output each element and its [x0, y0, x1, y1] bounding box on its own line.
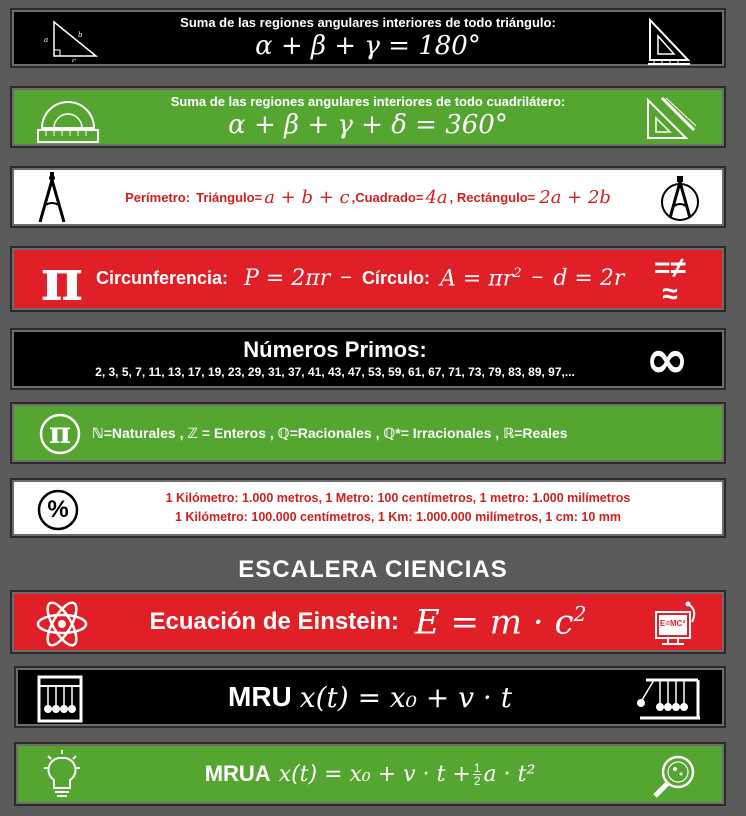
- triangle-label: Triángulo=: [196, 189, 263, 205]
- band4-content: [96, 248, 634, 310]
- units-line-2: 1 Kilómetro: 100.000 centímetros, 1 Km: 1.000.000 milímetros, 1 cm: 10 mm: [174, 510, 622, 524]
- pi-circle-icon: π: [38, 412, 82, 456]
- band1-formula: α + β + γ = 180°: [255, 31, 481, 61]
- newton-cradle-icon: [636, 674, 702, 724]
- band9-content: [16, 668, 724, 726]
- band-units: [10, 478, 726, 538]
- ruler-set-square-icon: [642, 94, 698, 144]
- primes-title: Números Primos:: [243, 337, 427, 362]
- rectangle-perimeter-formula: 2a + 2b: [539, 186, 611, 208]
- band-number-sets: [10, 402, 726, 464]
- mrua-equation: [205, 761, 536, 787]
- mrua-label: MRUA: [204, 761, 271, 786]
- circle-label: Círculo:: [361, 268, 430, 289]
- band1-title: Suma de las regiones angulares interiores de todo triángulo:: [180, 15, 556, 30]
- band-prime-numbers: [10, 328, 726, 390]
- rectangle-label: , Rectángulo=: [449, 189, 536, 205]
- band2-title: Suma de las regiones angulares interiores de todo cuadrilátero:: [170, 94, 566, 109]
- diameter-formula: d = 2r: [553, 266, 625, 292]
- circle-area-formula: $A = \pi r^2$: [439, 266, 522, 292]
- band6-content: [92, 404, 714, 462]
- monitor-emc2-icon: E=MC²: [654, 600, 700, 648]
- mrua-fraction: $\frac{1}{2}$: [473, 760, 481, 788]
- magnifier-icon: [650, 752, 698, 800]
- band-perimeter: [10, 166, 726, 228]
- pi-icon: π: [40, 246, 84, 314]
- number-sets-text: ℕ=Naturales , ℤ = Enteros , ℚ=Racionales , ℚ*= Irracionales , ℝ=Reales: [92, 424, 568, 441]
- svg-text:b: b: [78, 31, 83, 39]
- dash-1: −: [340, 267, 352, 290]
- mru-equation: [228, 681, 512, 714]
- dash-2: −: [531, 267, 544, 290]
- band2-formula: α + β + γ + δ = 360°: [228, 110, 508, 140]
- band1-content: [12, 12, 724, 64]
- primes-list: 2, 3, 5, 7, 11, 13, 17, 19, 23, 29, 31, 37, 41, 43, 47, 53, 59, 61, 67, 71, 73, 79, 83, 89, 97,...: [95, 365, 575, 379]
- mru-formula: x(t) = x₀ + v · t: [299, 680, 512, 714]
- math-symbols-icon: =≠ ≈: [654, 252, 686, 309]
- einstein-equation: [149, 602, 586, 642]
- infinity-icon: ∞: [645, 330, 689, 390]
- band5-content: [42, 332, 628, 386]
- triangle-perimeter-formula: a + b + c: [264, 186, 350, 208]
- perimeter-label: Perímetro:: [125, 189, 191, 205]
- band-mru: [14, 666, 726, 728]
- band-mrua: [14, 742, 726, 806]
- band10-content: [16, 744, 724, 804]
- einstein-formula: $E = m \cdot c^2$: [414, 601, 587, 643]
- band-einstein: [10, 590, 726, 654]
- circumference-label: Circunferencia:: [96, 268, 229, 289]
- compass-circle-icon: [660, 172, 700, 226]
- band2-content: [12, 90, 724, 144]
- circle-formulas: [96, 266, 624, 291]
- set-square-icon: [644, 14, 694, 66]
- svg-text:a: a: [44, 36, 49, 44]
- band7-content: [92, 480, 704, 536]
- square-perimeter-formula: 4a: [425, 186, 448, 208]
- band-triangle-angles: [10, 8, 726, 68]
- einstein-label: Ecuación de Einstein:: [149, 607, 399, 635]
- band3-content: [12, 168, 724, 226]
- band-quadrilateral-angles: [10, 86, 726, 148]
- mrua-formula-right: a · t²: [483, 761, 536, 787]
- units-line-1: 1 Kilómetro: 1.000 metros, 1 Metro: 100 centímetros, 1 metro: 1.000 milímetros: [165, 491, 631, 505]
- circumference-formula: P = 2πr: [244, 266, 331, 292]
- mru-label: MRU: [228, 681, 292, 712]
- percent-icon: %: [36, 488, 80, 532]
- perimeter-formulas: [125, 187, 611, 208]
- band-circumference: [10, 246, 726, 312]
- mrua-formula-left: x(t) = x₀ + v · t +: [278, 761, 471, 787]
- band8-content: [12, 592, 724, 652]
- svg-text:c: c: [72, 57, 76, 62]
- square-label: ,Cuadrado=: [351, 189, 424, 205]
- section-title: ESCALERA CIENCIAS: [238, 556, 508, 583]
